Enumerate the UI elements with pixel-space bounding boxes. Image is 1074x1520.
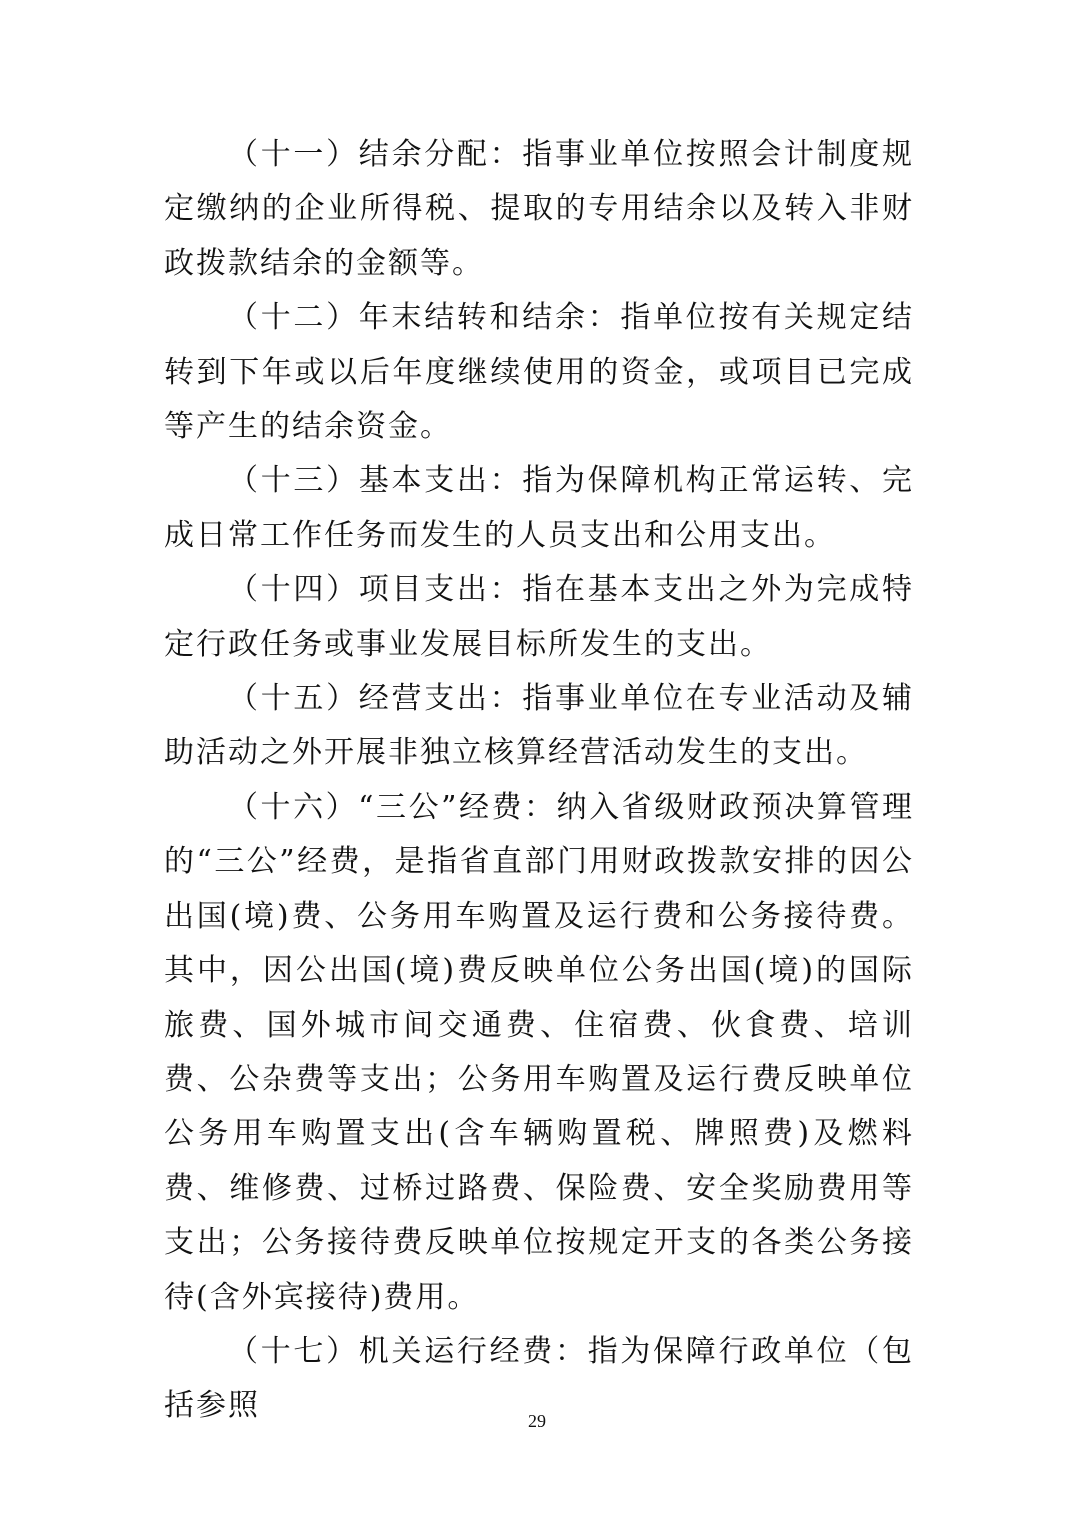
paragraph-17-agency-operating-expenses: （十七）机关运行经费：指为保障行政单位（包括参照: [164, 1333, 914, 1424]
paragraph-15-operating-expenditure: （十五）经营支出：指事业单位在专业活动及辅助活动之外开展非独立核算经营活动发生的支出。: [164, 681, 914, 771]
page-number: 29: [528, 1411, 546, 1431]
paragraph-16-three-public-expenses: （十六）“三公”经费：纳入省级财政预决算管理的“三公”经费，是指省直部门用财政拨款安排的因公出国(境)费、公务用车购置及运行费和公务接待费。其中，因公出国(境)费反映单位公务出国(境)的国际旅费、国外城市间交通费、住宿费、伙食费、培训费、公杂费等支出；公务用车购置及运行费反映单位公务用车购置支出(含车辆购置税、牌照费)及燃料费、维修费、过桥过路费、保险费、安全奖励费用等支出；公务接待费反映单位按规定开支的各类公务接待(含外宾接待)费用。: [164, 789, 914, 1315]
paragraph-12-year-end-carryover: （十二）年末结转和结余：指单位按有关规定结转到下年或以后年度继续使用的资金，或项目已完成等产生的结余资金。: [164, 300, 914, 445]
paragraph-14-project-expenditure: （十四）项目支出：指在基本支出之外为完成特定行政任务或事业发展目标所发生的支出。: [164, 572, 914, 662]
document-body: [164, 128, 914, 1434]
paragraph-11-surplus-distribution: （十一）结余分配：指事业单位按照会计制度规定缴纳的企业所得税、提取的专用结余以及转入非财政拨款结余的金额等。: [164, 137, 914, 281]
paragraph-13-basic-expenditure: （十三）基本支出：指为保障机构正常运转、完成日常工作任务而发生的人员支出和公用支出。: [164, 463, 914, 553]
